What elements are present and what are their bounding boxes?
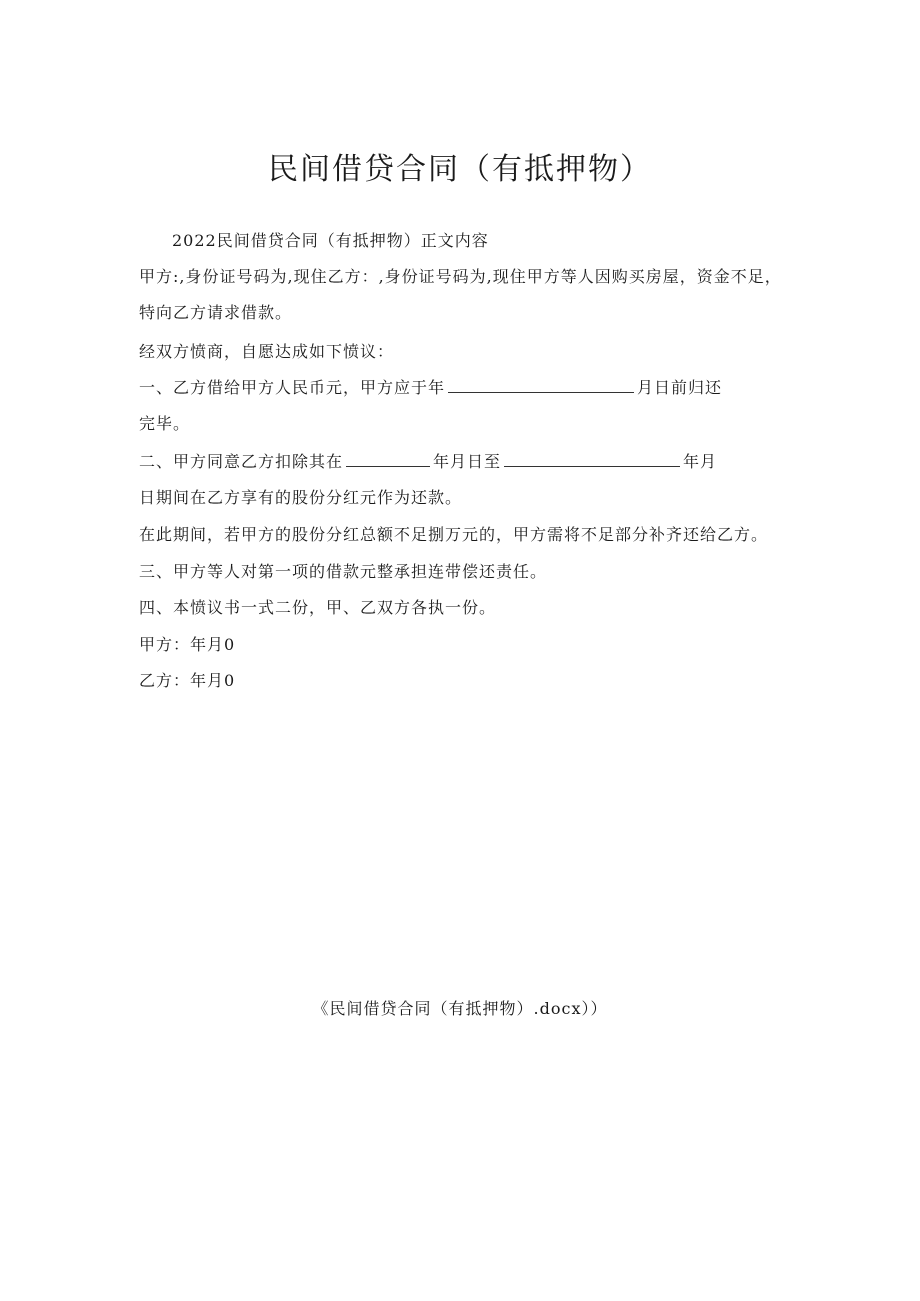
party-a-signature: 甲方：年月0 <box>139 635 236 654</box>
clause-2-text-c: 年月 <box>683 452 718 471</box>
clause-4: 四、本愤议书一式二份，甲、乙双方各执一份。 <box>139 598 497 617</box>
clause-2-line-2: 日期间在乙方享有的股份分红元作为还款。 <box>139 488 463 507</box>
clause-2-text-a: 二、甲方同意乙方扣除其在 <box>139 452 344 471</box>
fill-in-blank <box>448 377 634 393</box>
clause-2-line-1 <box>139 451 717 473</box>
clause-1-text-a: 一、乙方借给甲方人民币元，甲方应于年 <box>139 378 446 397</box>
clause-1-text-b: 月日前归还 <box>637 378 723 397</box>
clause-2-line-3: 在此期间，若甲方的股份分红总额不足捌万元的，甲方需将不足部分补齐还给乙方。 <box>139 525 769 544</box>
clause-3: 三、甲方等人对第一项的借款元整承担连带偿还责任。 <box>139 562 548 581</box>
clause-1-line-2: 完毕。 <box>139 414 191 433</box>
document-title: 民间借贷合同（有抵押物） <box>268 152 652 187</box>
clause-2-text-b: 年月日至 <box>433 452 502 471</box>
clause-1-line-1 <box>139 377 722 399</box>
fill-in-blank <box>346 451 430 467</box>
fill-in-blank <box>504 451 680 467</box>
document-subtitle: 2022民间借贷合同（有抵押物）正文内容 <box>172 231 489 250</box>
intro-paragraph-line-1: 甲方:,身份证号码为,现住乙方：,身份证号码为,现住甲方等人因购买房屋，资金不足， <box>139 267 782 286</box>
intro-paragraph-line-2: 特向乙方请求借款。 <box>139 303 293 322</box>
document-footer: 《民间借贷合同（有抵押物）.docx）） <box>312 999 608 1018</box>
negotiation-paragraph: 经双方愤商，自愿达成如下愤议： <box>139 342 395 361</box>
party-b-signature: 乙方：年月0 <box>139 671 236 690</box>
